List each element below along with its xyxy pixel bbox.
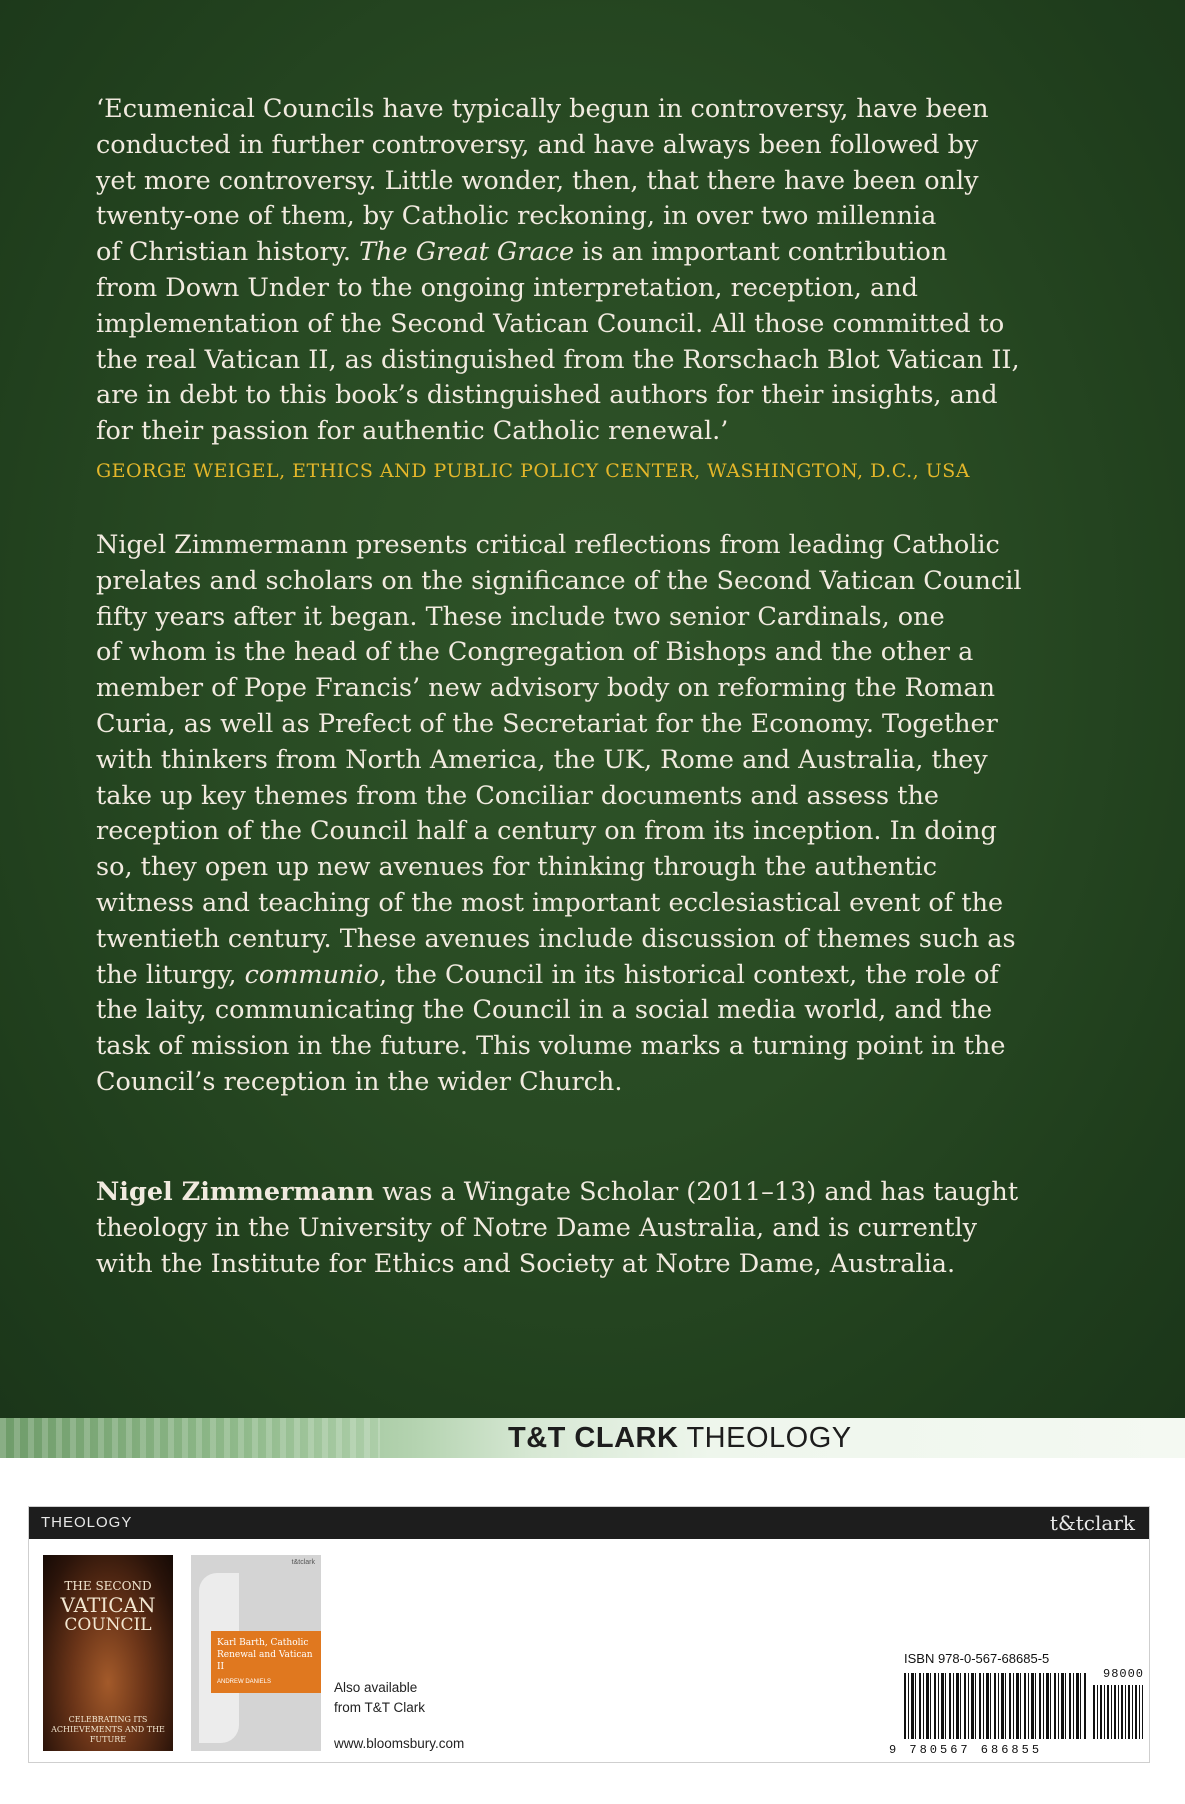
quote-line: implementation of the Second Vatican Council. All those committed to: [96, 308, 1005, 339]
blurb-line: so, they open up new avenues for thinking through the authentic: [96, 852, 937, 883]
quote-line: are in debt to this book’s distinguished authors for their insights, and: [96, 380, 998, 411]
bio-line: with the Institute for Ethics and Society at Notre Dame, Australia.: [96, 1248, 956, 1279]
quote-line: yet more controversy. Little wonder, then, that there have been only: [96, 165, 979, 196]
book-cover-title-line: THE SECOND: [64, 1579, 152, 1593]
book-title-italic: The Great Grace: [359, 237, 575, 268]
also-line: Also available: [334, 1680, 418, 1695]
blurb-line: Curia, as well as Prefect of the Secretariat for the Economy. Together: [96, 708, 998, 739]
book-cover-publisher: t&tclark: [291, 1559, 315, 1566]
blurb-line: Nigel Zimmermann presents critical reflections from leading Catholic: [96, 530, 1000, 560]
communio-italic: communio: [244, 959, 379, 990]
book-cover-title-line: COUNCIL: [64, 1615, 152, 1635]
bio-line: theology in the University of Notre Dame Australia, and is currently: [96, 1212, 978, 1243]
blurb-line: task of mission in the future. This volume marks a turning point in the: [96, 1031, 1006, 1062]
bio-text: was a Wingate Scholar (2011–13) and has taught: [374, 1177, 1019, 1207]
related-book-cover-vatican-council: [43, 1555, 173, 1751]
author-name: Nigel Zimmermann: [96, 1177, 375, 1207]
blurb-line: twentieth century. These avenues include discussion of themes such as: [96, 923, 1016, 954]
blurb-line: prelates and scholars on the significance of the Second Vatican Council: [96, 565, 1022, 596]
blurb-line: reception of the Council half a century on from its inception. In doing: [96, 816, 997, 847]
publisher-website: www.bloomsbury.com: [334, 1736, 465, 1751]
blurb-line: member of Pope Francis’ new advisory body on reforming the Roman: [96, 673, 996, 704]
book-description: [96, 528, 1096, 1101]
series-brand: T&T CLARK: [508, 1422, 679, 1454]
blurb-line: take up key themes from the Conciliar documents and assess the: [96, 780, 939, 811]
quote-line: for their passion for authentic Catholic renewal.’: [96, 416, 729, 447]
barcode-digits: 9 780567 686855: [889, 1743, 1043, 1757]
book-cover-title: Karl Barth, Catholic Renewal and Vatican II: [217, 1638, 313, 1672]
related-book-cover-karl-barth: [191, 1555, 321, 1751]
blurb-line: the laity, communicating the Council in a social media world, and the: [96, 995, 993, 1026]
blurb-text: , the Council in its historical context, the role of: [378, 959, 999, 990]
promo-header-bar: [29, 1507, 1149, 1539]
series-word: THEOLOGY: [686, 1422, 852, 1454]
promo-category: THEOLOGY: [41, 1514, 133, 1531]
quote-line: ‘Ecumenical Councils have typically begun in controversy, have been: [96, 94, 989, 124]
isbn-label: ISBN 978-0-567-68685-5: [904, 1651, 1050, 1666]
bio-line: [96, 1175, 1096, 1211]
also-available-text: [334, 1678, 425, 1718]
book-cover-author: ANDREW DANIELS: [217, 1679, 272, 1685]
blurb-line: witness and teaching of the most important ecclesiastical event of the: [96, 887, 1004, 918]
blurb-line: of whom is the head of the Congregation of Bishops and the other a: [96, 637, 974, 668]
series-title: [508, 1420, 852, 1456]
blurb-text: the liturgy,: [96, 959, 245, 990]
blurb-line: Council’s reception in the wider Church.: [96, 1066, 623, 1097]
blurb-line: with thinkers from North America, the UK, Rome and Australia, they: [96, 744, 988, 775]
quote-line: conducted in further controversy, and have always been followed by: [96, 129, 979, 160]
author-bio: [96, 1175, 1096, 1282]
book-cover-subtitle: CELEBRATING ITS ACHIEVEMENTS AND THE FUTURE: [51, 1715, 165, 1744]
quote-line: [96, 235, 1096, 271]
quote-line: from Down Under to the ongoing interpretation, reception, and: [96, 272, 918, 303]
endorsement-quote: [96, 92, 1096, 450]
barcode-icon: [904, 1673, 1086, 1739]
blurb-line: [96, 958, 1096, 994]
quote-text: is an important contribution: [574, 237, 948, 268]
blurb-line: fifty years after it began. These include two senior Cardinals, one: [96, 601, 945, 632]
quote-text: of Christian history.: [96, 237, 360, 268]
book-cover-title-line: VATICAN: [60, 1593, 156, 1617]
barcode-addon-icon: [1093, 1685, 1143, 1739]
barcode-addon-digits: 98000: [1103, 1667, 1145, 1681]
book-cover-title-panel: [211, 1631, 321, 1693]
promo-box: [28, 1506, 1150, 1763]
quote-attribution: GEORGE WEIGEL, ETHICS AND PUBLIC POLICY CENTER, WASHINGTON, D.C., USA: [96, 460, 970, 482]
quote-line: twenty-one of them, by Catholic reckoning, in over two millennia: [96, 201, 937, 232]
also-line: from T&T Clark: [334, 1700, 426, 1715]
publisher-logo: t&tclark: [1049, 1511, 1135, 1535]
quote-line: the real Vatican II, as distinguished from the Rorschach Blot Vatican II,: [96, 344, 1020, 375]
